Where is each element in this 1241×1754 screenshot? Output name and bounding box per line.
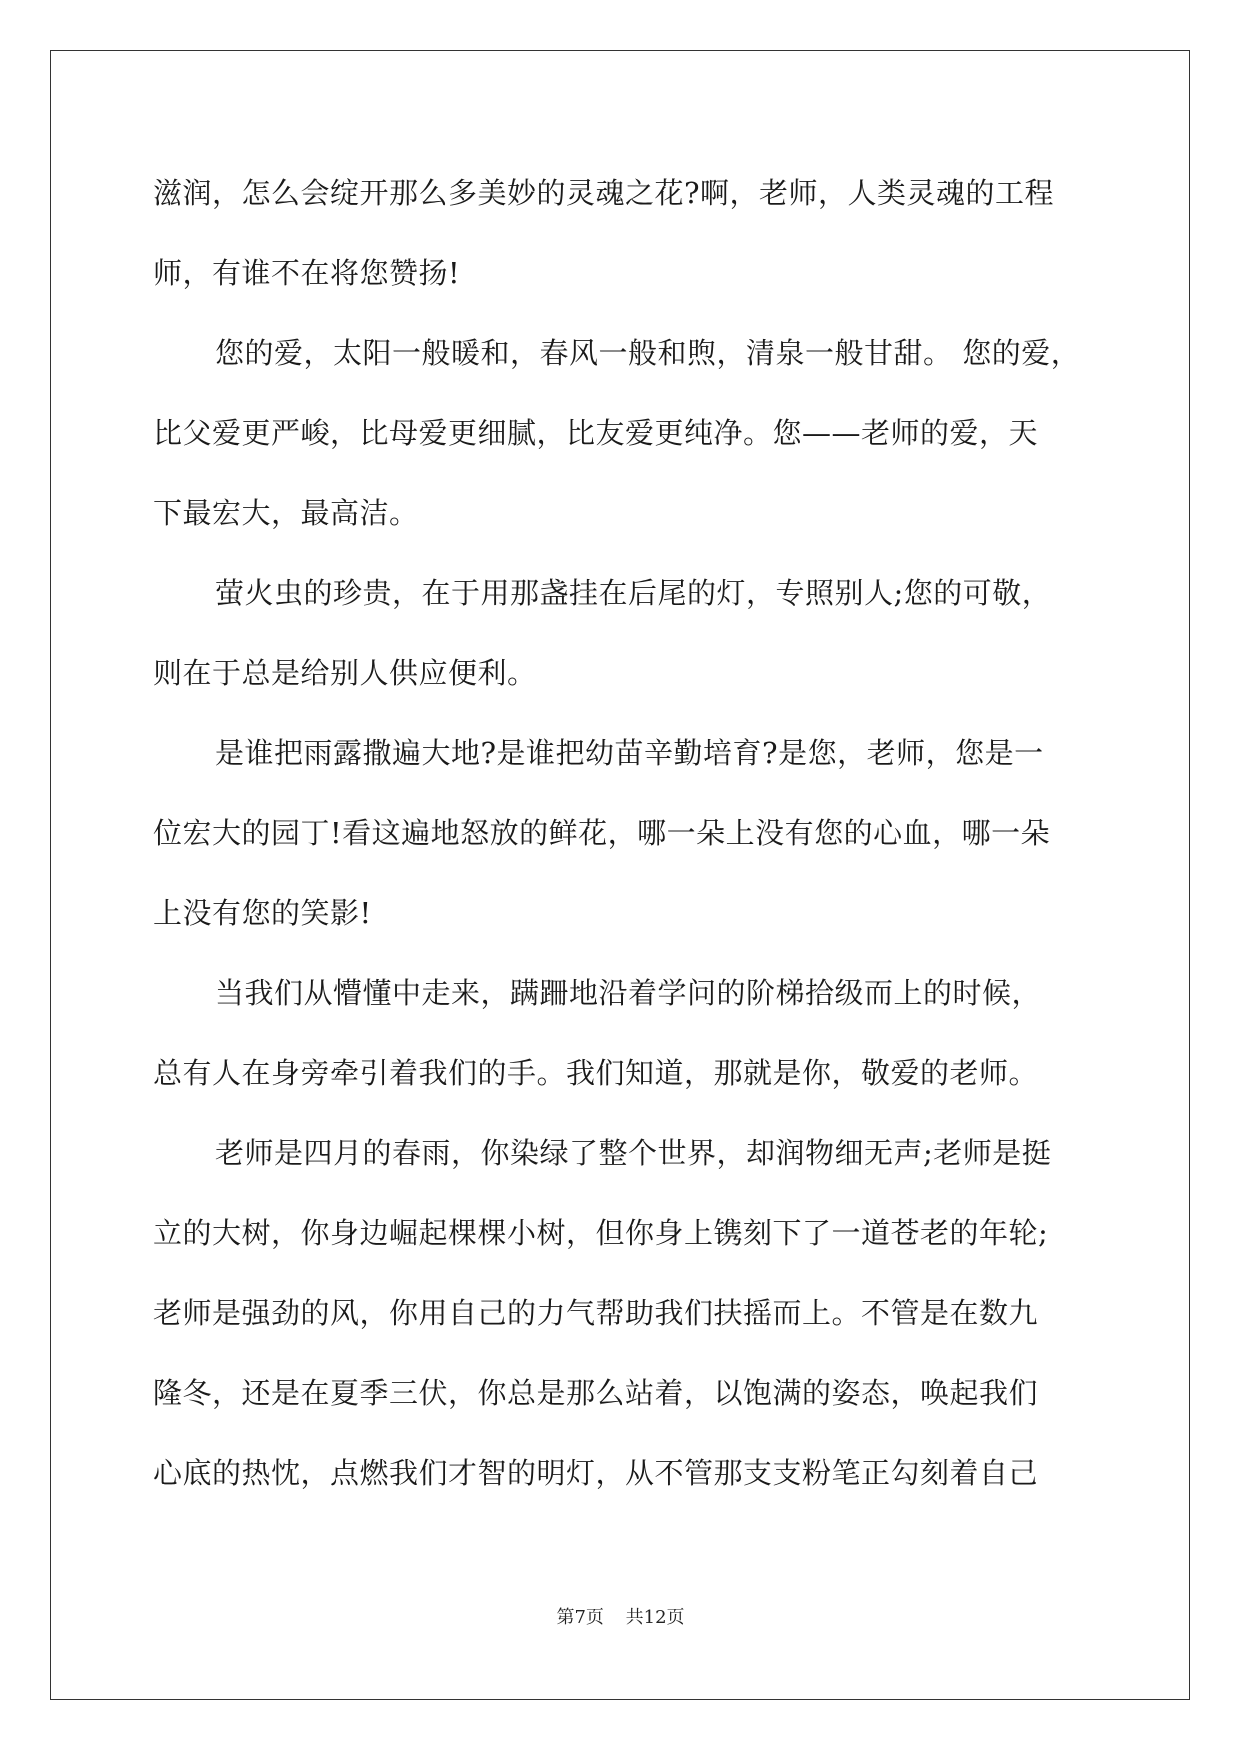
text-line: 位宏大的园丁!看这遍地怒放的鲜花，哪一朵上没有您的心血，哪一朵 [153,816,1051,850]
document-body [153,153,1095,1513]
text-line: 心底的热忱，点燃我们才智的明灯，从不管那支支粉笔正勾刻着自己 [153,1456,1039,1490]
text-line: 滋润，怎么会绽开那么多美妙的灵魂之花?啊，老师，人类灵魂的工程 [153,176,1055,210]
text-line: 老师是强劲的风，你用自己的力气帮助我们扶摇而上。不管是在数九 [153,1296,1039,1330]
text-line: 隆冬，还是在夏季三伏，你总是那么站着，以饱满的姿态，唤起我们 [153,1376,1039,1410]
text-line: 则在于总是给别人供应便利。 [153,656,537,690]
text-line: 比父爱更严峻，比母爱更细腻，比友爱更纯净。您——老师的爱，天 [153,416,1039,450]
page-number: 第7页 [556,1607,604,1628]
page-total: 共12页 [625,1607,685,1628]
text-line: 师，有谁不在将您赞扬! [153,256,461,290]
text-line: 总有人在身旁牵引着我们的手。我们知道，那就是你，敬爱的老师。 [153,1056,1039,1090]
text-line: 是谁把雨露撒遍大地?是谁把幼苗辛勤培育?是您，老师，您是一 [215,736,1044,770]
text-line: 立的大树，你身边崛起棵棵小树，但你身上镌刻下了一道苍老的年轮; [153,1216,1049,1250]
text-line: 当我们从懵懂中走来，蹒跚地沿着学问的阶梯拾级而上的时候， [215,976,1042,1010]
text-line: 下最宏大，最高洁。 [153,496,419,530]
text-line: 您的爱，太阳一般暖和，春风一般和煦，清泉一般甘甜。 您的爱， [215,336,1081,370]
text-line: 萤火虫的珍贵，在于用那盏挂在后尾的灯，专照别人;您的可敬， [215,576,1052,610]
text-line: 上没有您的笑影! [153,896,372,930]
page-footer [0,1606,1241,1630]
text-line: 老师是四月的春雨，你染绿了整个世界，却润物细无声;老师是挺 [215,1136,1052,1170]
